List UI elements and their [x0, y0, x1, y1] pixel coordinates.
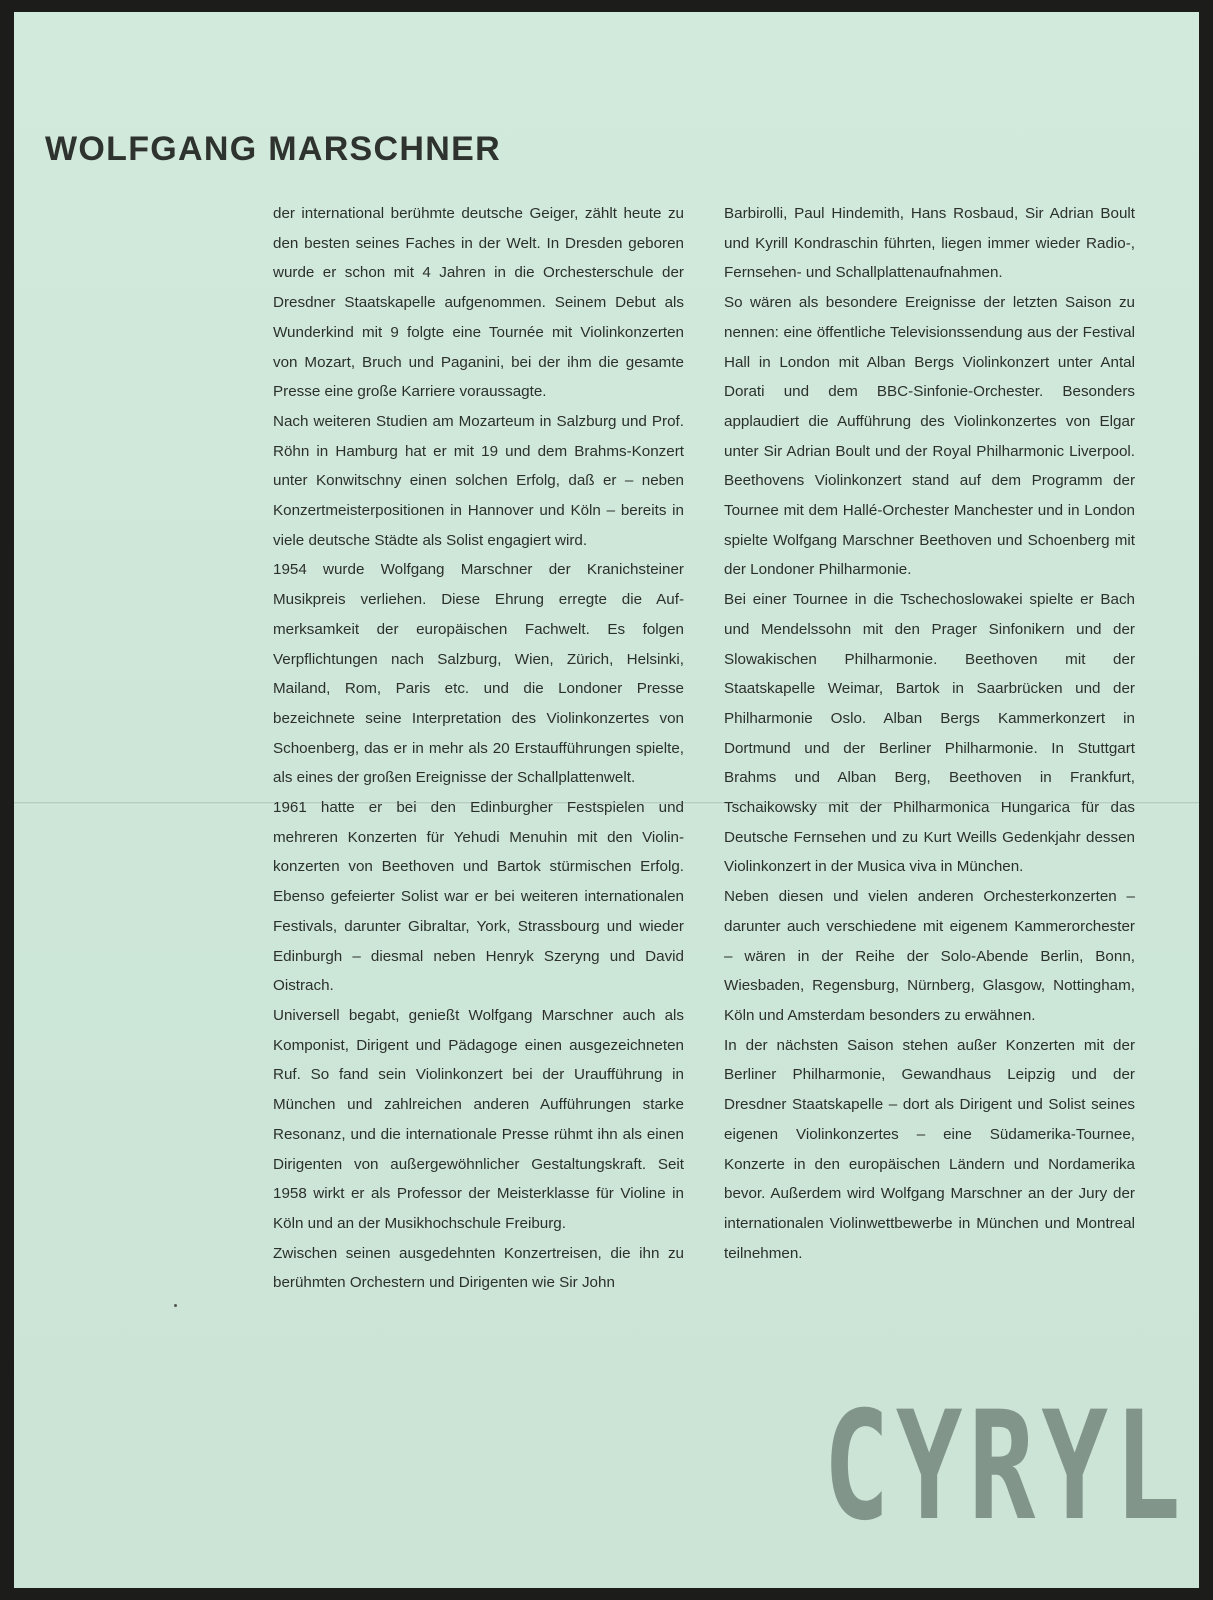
- paragraph: der international berühmte deutsche Geiger, zählt heute zu den besten seines Faches in der Welt. In Dresden geboren wurde er schon mit 4 Jahren in die Orchesterschule der Dresdner Staatskapelle aufgenommen. Seinem Debut als Wunderkind mit 9 folgte eine Tournée mit Violinkonzerten von Mozart, Bruch und Paganini, bei der ihm die gesamte Presse eine große Karriere voraussagte.: [273, 205, 684, 401]
- text-column-left: [273, 199, 684, 1298]
- paragraph: Universell begabt, genießt Wolfgang Marschner auch als Komponist, Dirigent und Pädagoge einen ausgezeichneten Ruf. So fand sein Violinkonzert bei der Uraufführung in München und zahlreichen anderen Aufführungen starke Resonanz, und die internationale Presse rühmt ihn als einen Dirigenten von außergewöhnlicher Gestaltungskraft. Seit 1958 wirkt er als Professor der Meisterklasse für Violine in Köln und an der Musikhochschule Freiburg.: [273, 1006, 684, 1232]
- paragraph: So wären als besondere Ereignisse der letzten Saison zu nennen: eine öffentliche Televisionssendung aus der Festival Hall in London mit Alban Bergs Violinkonzert unter Antal Dorati und dem BBC-Sinfonie-Orchester. Besonders applaudiert die Aufführung des Violinkonzertes von Elgar unter Sir Adrian Boult und der Royal Philharmonic Liverpool. Beethovens Violinkonzert stand auf dem Programm der Tournee mit dem Hallé-Orchester Manchester und in London spielte Wolfgang Marschner Beethoven und Schoenberg mit der Londoner Philharmonie.: [724, 294, 1135, 579]
- watermark-logo: CYRYL: [823, 1380, 1187, 1554]
- paragraph: Barbirolli, Paul Hindemith, Hans Rosbaud, Sir Adrian Boult und Kyrill Kondraschin führten, liegen immer wieder Radio-, Fernsehen- und Schallplattenaufnahmen.: [724, 205, 1135, 282]
- paragraph: Bei einer Tournee in die Tschechoslowakei spielte er Bach und Mendelssohn mit den Prager Sinfonikern und der Slowakischen Philharmonie. Beethoven mit der Staatskapelle Weimar, Bartok in Saarbrücken und der Philharmonie Oslo. Alban Bergs Kammerkonzert in Dortmund und der Berliner Philharmonie. In Stuttgart Brahms und Alban Berg, Beethoven in Frankfurt, Tschaikowsky mit der Philharmonica Hungarica für das Deutsche Fernsehen und zu Kurt Weills Gedenkjahr dessen Violinkonzert in der Musica viva in München.: [724, 591, 1135, 876]
- text-column-right: [724, 199, 1135, 1268]
- page-title: WOLFGANG MARSCHNER: [45, 130, 501, 168]
- paragraph: Zwischen seinen ausgedehnten Konzertreisen, die ihn zu berühmten Orchestern und Dirigenten wie Sir John: [273, 1244, 684, 1292]
- paragraph: Neben diesen und vielen anderen Orchesterkonzerten – darunter auch verschiedene mit eigenem Kammerorchester – wären in der Reihe der Solo-Abende Berlin, Bonn, Wiesbaden, Regensburg, Nürnberg, Glasgow, Nottingham, Köln und Amsterdam besonders zu erwähnen.: [724, 888, 1135, 1024]
- document-page: [14, 12, 1199, 1588]
- paragraph: 1954 wurde Wolfgang Marschner der Kranichsteiner Musikpreis verliehen. Diese Ehrung erregte die Aufmerksamkeit der europäischen Fachwelt. Es folgen Verpflichtungen nach Salzburg, Wien, Zürich, Helsinki, Mailand, Rom, Paris etc. und die Londoner Presse bezeichnete seine Interpretation des Violinkonzertes von Schoenberg, das er in mehr als 20 Erstaufführungen spielte, als eines der großen Ereignisse der Schallplattenwelt.: [273, 561, 684, 787]
- paragraph: 1961 hatte er bei den Edinburgher Festspielen und mehreren Konzerten für Yehudi Menuhin mit den Violinkonzerten von Beethoven und Bartok stürmischen Erfolg. Ebenso gefeierter Solist war er bei weiteren internationalen Festivals, darunter Gibraltar, York, Strassbourg und wieder Edinburgh – diesmal neben Henryk Szeryng und David Oistrach.: [273, 799, 684, 995]
- paragraph: Nach weiteren Studien am Mozarteum in Salzburg und Prof. Röhn in Hamburg hat er mit 19 und dem Brahms-Konzert unter Konwitschny einen solchen Erfolg, daß er – neben Konzertmeisterpositionen in Hannover und Köln – bereits in viele deutsche Städte als Solist engagiert wird.: [273, 412, 684, 549]
- paper-speck: [174, 1304, 177, 1307]
- paragraph: In der nächsten Saison stehen außer Konzerten mit der Berliner Philharmonie, Gewandhaus Leipzig und der Dresdner Staatskapelle – dort als Dirigent und Solist seines eigenen Violinkonzertes – eine Südamerika-Tournee, Konzerte in den europäischen Ländern und Nordamerika bevor. Außerdem wird Wolfgang Marschner an der Jury der internationalen Violinwettbewerbe in München und Montreal teilnehmen.: [724, 1036, 1135, 1262]
